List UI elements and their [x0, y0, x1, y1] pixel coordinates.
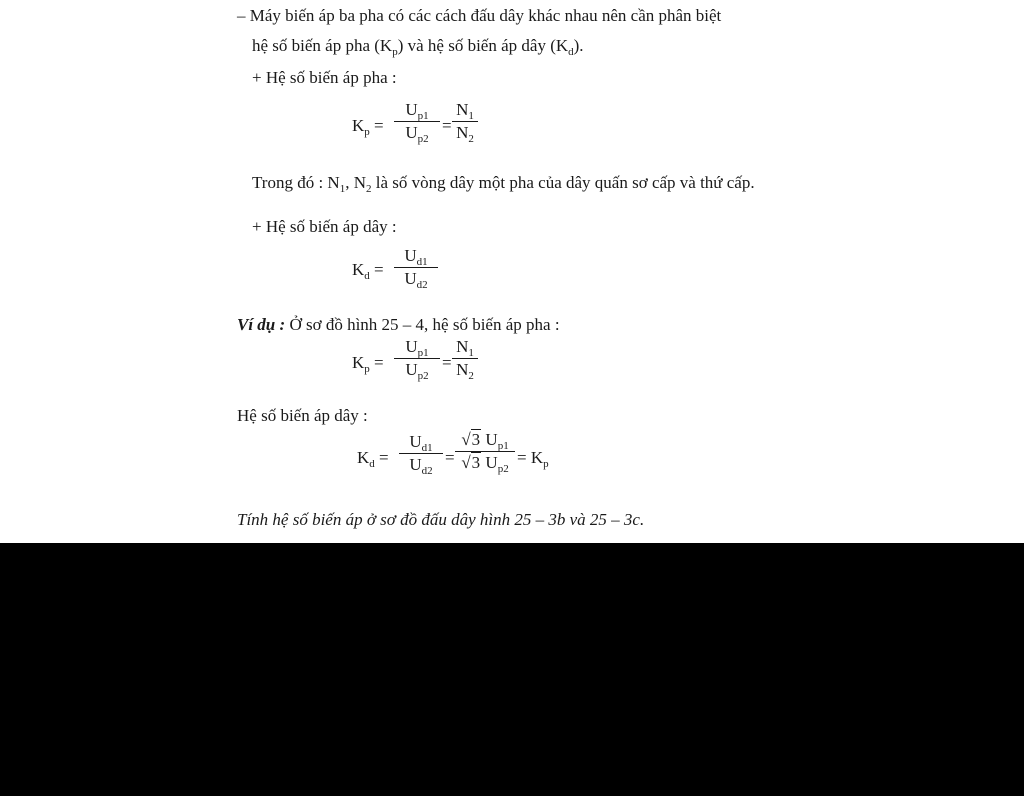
fraction-ud1-ud2: $U_{d1}$ $U_{d2}$ — [394, 246, 438, 289]
fraction-n1-n2: $N_1$ $N_2$ — [452, 100, 478, 143]
fraction-up1-up2-example: $U_{p1}$ $U_{p2}$ — [394, 337, 440, 380]
paragraph-line-2: hệ số biến áp pha $(K_p)$ và hệ số biến áp dây $(K_d)$. — [252, 36, 584, 58]
equation-kp-1: $K_p$ = $U_{p1}$ $U_{p2}$ = $N_1$ $N_2$ — [352, 100, 482, 156]
heading-line-ratio: + Hệ số biến áp dây : — [252, 217, 397, 236]
paragraph-where: Trong đó : $N_1$, $N_2$ là số vòng dây một pha của dây quấn sơ cấp và thứ cấp. — [252, 173, 755, 195]
example-line: Ví dụ : Ở sơ đồ hình 25 – 4, hệ số biến áp pha : — [237, 315, 560, 334]
equation-kd-2: $K_d$ = $U_{d1}$ $U_{d2}$ = √3 $U_{p1}$ √3 $U_{p2}$ = $K_p$ — [357, 430, 549, 477]
heading-phase-ratio: + Hệ số biến áp pha : — [252, 68, 397, 87]
fraction-sqrt3-up1-up2: √3 $U_{p1}$ √3 $U_{p2}$ — [455, 430, 515, 473]
fraction-up1-up2: $U_{p1}$ $U_{p2}$ — [394, 100, 440, 143]
equation-kd-1: $K_d$ = $U_{d1}$ $U_{d2}$ — [352, 246, 442, 302]
fraction-ud1-ud2-example: $U_{d1}$ $U_{d2}$ — [399, 432, 443, 475]
paragraph-line-1: – Máy biến áp ba pha có các cách đấu dây khác nhau nên cần phân biệt — [237, 6, 722, 25]
exercise-line: Tính hệ số biến áp ở sơ đồ đấu dây hình 25 – 3b và 25 – 3c. — [237, 510, 645, 529]
fraction-n1-n2-example: $N_1$ $N_2$ — [452, 337, 478, 380]
line-ratio-label: Hệ số biến áp dây : — [237, 406, 368, 425]
equation-kp-2: $K_p$ = $U_{p1}$ $U_{p2}$ = $N_1$ $N_2$ — [352, 337, 482, 393]
